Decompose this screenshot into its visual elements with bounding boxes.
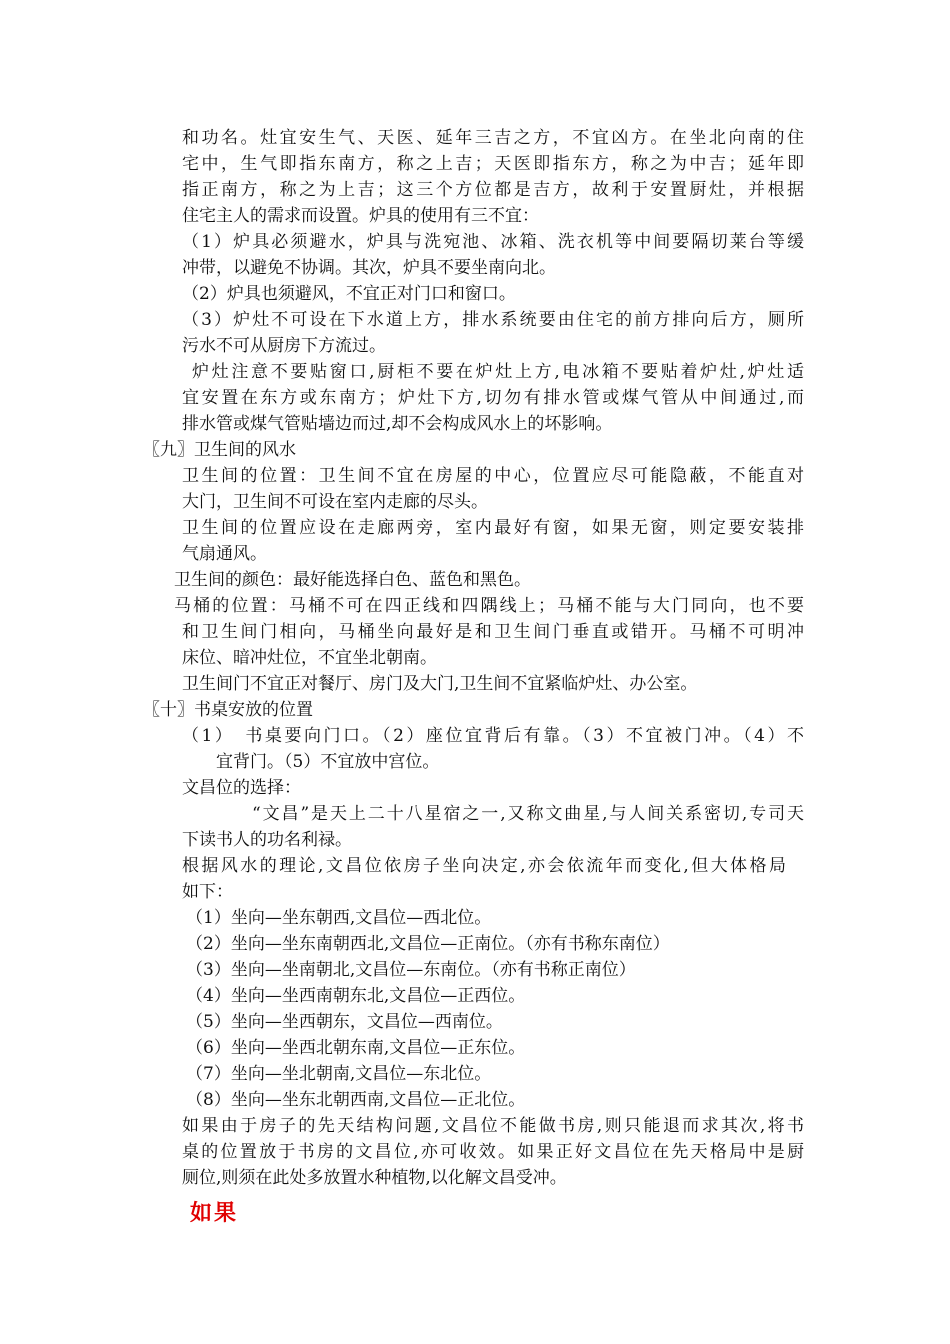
text-line: 指正南方，称之为上吉；这三个方位都是吉方，故利于安置厨灶，并根据 xyxy=(182,180,804,200)
text-line: 如下： xyxy=(182,882,233,902)
text-line: 污水不可从厨房下方流过。 xyxy=(182,336,386,356)
text-line: 宜安置在东方或东南方；炉灶下方,切勿有排水管或煤气管从中间通过,而 xyxy=(182,388,804,408)
text-line: 和卫生间门相向，马桶坐向最好是和卫生间门垂直或错开。马桶不可明冲 xyxy=(182,622,804,642)
text-line: 排水管或煤气管贴墙边而过,却不会构成风水上的坏影响。 xyxy=(182,414,613,434)
text-line: 桌的位置放于书房的文昌位,亦可收效。如果正好文昌位在先天格局中是厨 xyxy=(182,1142,804,1162)
text-line: 下读书人的功名利禄。 xyxy=(182,830,352,850)
section-heading: 〖十〗书桌安放的位置 xyxy=(143,700,313,720)
text-line: （3）炉灶不可设在下水道上方，排水系统要由住宅的前方排向后方，厕所 xyxy=(182,310,804,330)
text-line: 住宅主人的需求而设置。炉具的使用有三不宜： xyxy=(182,206,539,226)
text-line: （1） 书桌要向门口。（2）座位宜背后有靠。（3）不宜被门冲。（4）不 xyxy=(182,726,804,746)
section-heading: 〖九〗卫生间的风水 xyxy=(143,440,296,460)
text-line: 冲带，以避免不协调。其次，炉具不要坐南向北。 xyxy=(182,258,556,278)
text-line: 文昌位的选择： xyxy=(182,778,301,798)
text-line: 如果由于房子的先天结构问题,文昌位不能做书房,则只能退而求其次,将书 xyxy=(182,1116,804,1136)
text-line: 根据风水的理论,文昌位依房子坐向决定,亦会依流年而变化,但大体格局 xyxy=(182,856,786,876)
text-line: 卫生间的位置应设在走廊两旁，室内最好有窗，如果无窗，则定要安装排 xyxy=(182,518,804,538)
text-line: 宜背门。（5）不宜放中宫位。 xyxy=(216,752,440,772)
text-line: 卫生间的位置：卫生间不宜在房屋的中心，位置应尽可能隐蔽，不能直对 xyxy=(182,466,804,486)
text-line: （2）炉具也须避风，不宜正对门口和窗口。 xyxy=(182,284,516,304)
list-item: （5）坐向—坐西朝东，文昌位—西南位。 xyxy=(186,1012,503,1032)
list-item: （1）坐向—坐东朝西,文昌位—西北位。 xyxy=(186,908,492,928)
text-line: 马桶的位置：马桶不可在四正线和四隅线上；马桶不能与大门同向，也不要 xyxy=(174,596,804,616)
text-line: 炉灶注意不要贴窗口,厨柜不要在炉灶上方,电冰箱不要贴着炉灶,炉灶适 xyxy=(192,362,804,382)
text-line: 厕位,则须在此处多放置水种植物,以化解文昌受冲。 xyxy=(182,1168,567,1188)
red-heading: 如果 xyxy=(190,1200,239,1226)
text-line: 大门，卫生间不可设在室内走廊的尽头。 xyxy=(182,492,488,512)
text-line: （1）炉具必须避水，炉具与洗宛池、冰箱、洗衣机等中间要隔切莱台等缓 xyxy=(182,232,804,252)
list-item: （6）坐向—坐西北朝东南,文昌位—正东位。 xyxy=(186,1038,526,1058)
list-item: （4）坐向—坐西南朝东北,文昌位—正西位。 xyxy=(186,986,526,1006)
text-line: 气扇通风。 xyxy=(182,544,267,564)
list-item: （3）坐向—坐南朝北,文昌位—东南位。（亦有书称正南位） xyxy=(186,960,636,980)
text-line: 卫生间的颜色：最好能选择白色、蓝色和黑色。 xyxy=(174,570,531,590)
text-line: 床位、暗冲灶位，不宜坐北朝南。 xyxy=(182,648,437,668)
text-line: 宅中，生气即指东南方，称之上吉；天医即指东方，称之为中吉；延年即 xyxy=(182,154,804,174)
text-line: 卫生间门不宜正对餐厅、房门及大门,卫生间不宜紧临炉灶、办公室。 xyxy=(182,674,698,694)
text-line: “文昌”是天上二十八星宿之一,又称文曲星,与人间关系密切,专司天 xyxy=(252,804,804,824)
text-line: 和功名。灶宜安生气、天医、延年三吉之方，不宜凶方。在坐北向南的住 xyxy=(182,128,804,148)
list-item: （7）坐向—坐北朝南,文昌位—东北位。 xyxy=(186,1064,492,1084)
list-item: （2）坐向—坐东南朝西北,文昌位—正南位。（亦有书称东南位） xyxy=(186,934,670,954)
list-item: （8）坐向—坐东北朝西南,文昌位—正北位。 xyxy=(186,1090,526,1110)
